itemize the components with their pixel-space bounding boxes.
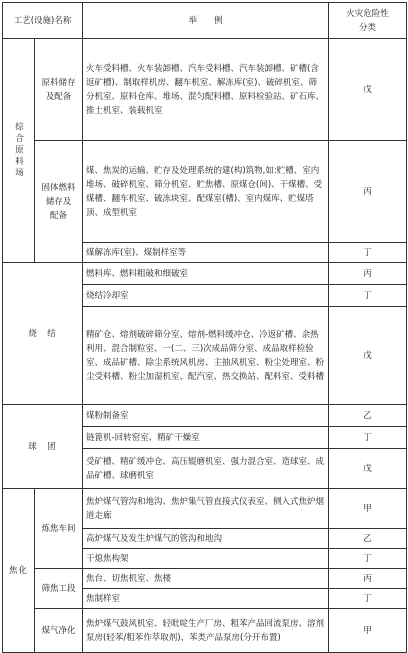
example-cell: 受矿槽、精矿缓冲仓、高压辊磨机室、强力混合室、造球室、成品矿槽、球磨机室 [83,449,329,489]
table-row [3,405,407,427]
example-cell: 烧结冷却室 [83,285,329,307]
document [2,2,406,653]
category-cell: 烧 结 [3,263,83,405]
table-row [3,609,407,653]
class-cell: 戊 [329,307,407,405]
example-cell: 链篦机-回转窑室、精矿干燥室 [83,427,329,449]
example-cell: 煤、焦炭的运输、贮存及处理系统的建(构)筑物,如:贮槽、室内堆场、破碎机室、筛分机室、贮焦槽、原煤仓(间)、干煤槽、受煤槽、翻车机室、破冻块室、配煤室(槽)、室内煤库、贮煤塔顶、成型机室 [83,141,329,243]
table-row [3,141,407,243]
class-cell: 丁 [329,589,407,609]
example-cell: 干熄焦构架 [83,549,329,569]
fire-hazard-table [2,2,407,653]
subcategory-cell: 煤气净化 [35,609,83,653]
table-row [3,489,407,529]
subcategory-cell: 筛焦工段 [35,569,83,609]
header-fire-class: 火灾危险性 分类 [329,3,407,39]
class-cell: 戊 [329,39,407,141]
subcategory-cell: 固体燃料 储存及 配备 [35,141,83,263]
subcategory-cell: 原料储存 及配备 [35,39,83,141]
table-row [3,39,407,141]
class-cell: 丁 [329,549,407,569]
example-cell: 火车受料槽、火车装卸槽、汽车受料槽、汽车装卸槽、矿槽(含返矿槽)、制取样机房、翻车机室、解冻库(室)、破碎机室、筛分机室、原料仓库、堆场、混匀配料槽、原料检验站、矿石库、推土机室、装载机室 [83,39,329,141]
class-cell: 甲 [329,609,407,653]
class-cell: 丙 [329,569,407,589]
example-cell: 焦制样室 [83,589,329,609]
class-cell: 丁 [329,243,407,263]
category-cell [3,39,35,263]
subcategory-cell: 炼焦车间 [35,489,83,569]
class-cell: 戊 [329,449,407,489]
example-cell: 燃料库、燃料粗破和细破室 [83,263,329,285]
class-cell: 丁 [329,285,407,307]
example-cell: 焦台、切焦机室、焦楼 [83,569,329,589]
example-cell: 精矿仓、熔剂破碎筛分室、熔剂-燃料缓冲仓、冷返矿槽、余热利用、混合制粒室、一(二、三)次成品筛分室、成品取样检验室、成品矿槽、除尘系统风机房、主抽风机室、粉尘处理室、粉尘受料槽、粉尘加湿机室、配汽室、热交换站、配料室、受料槽 [83,307,329,405]
example-cell: 高炉煤气及发生炉煤气的管沟和地沟 [83,529,329,549]
header-process: 工艺(设施)名称 [3,3,83,39]
table-row [3,263,407,285]
category-label: 综合原料场 [13,121,24,180]
example-cell: 焦炉煤气管沟和地沟、焦炉集气管直接式仪表室、侧入式焦炉烟道走廊 [83,489,329,529]
class-cell: 丙 [329,263,407,285]
example-cell: 煤解冻库(室)、煤制样室等 [83,243,329,263]
class-cell: 丙 [329,141,407,243]
header-examples: 举 例 [83,3,329,39]
example-cell: 焦炉煤气鼓风机室、轻吡啶生产厂房、粗苯产品回流泵房、溶剂泵房(轻苯/粗苯作萃取剂)、苯类产品泵房(分开布置) [83,609,329,653]
example-cell: 煤粉制备室 [83,405,329,427]
table-row [3,569,407,589]
category-cell: 焦化 [3,489,35,653]
table-header-row [3,3,407,39]
class-cell: 乙 [329,405,407,427]
category-cell: 球 团 [3,405,83,489]
class-cell: 乙 [329,529,407,549]
class-cell: 甲 [329,489,407,529]
class-cell: 丁 [329,427,407,449]
